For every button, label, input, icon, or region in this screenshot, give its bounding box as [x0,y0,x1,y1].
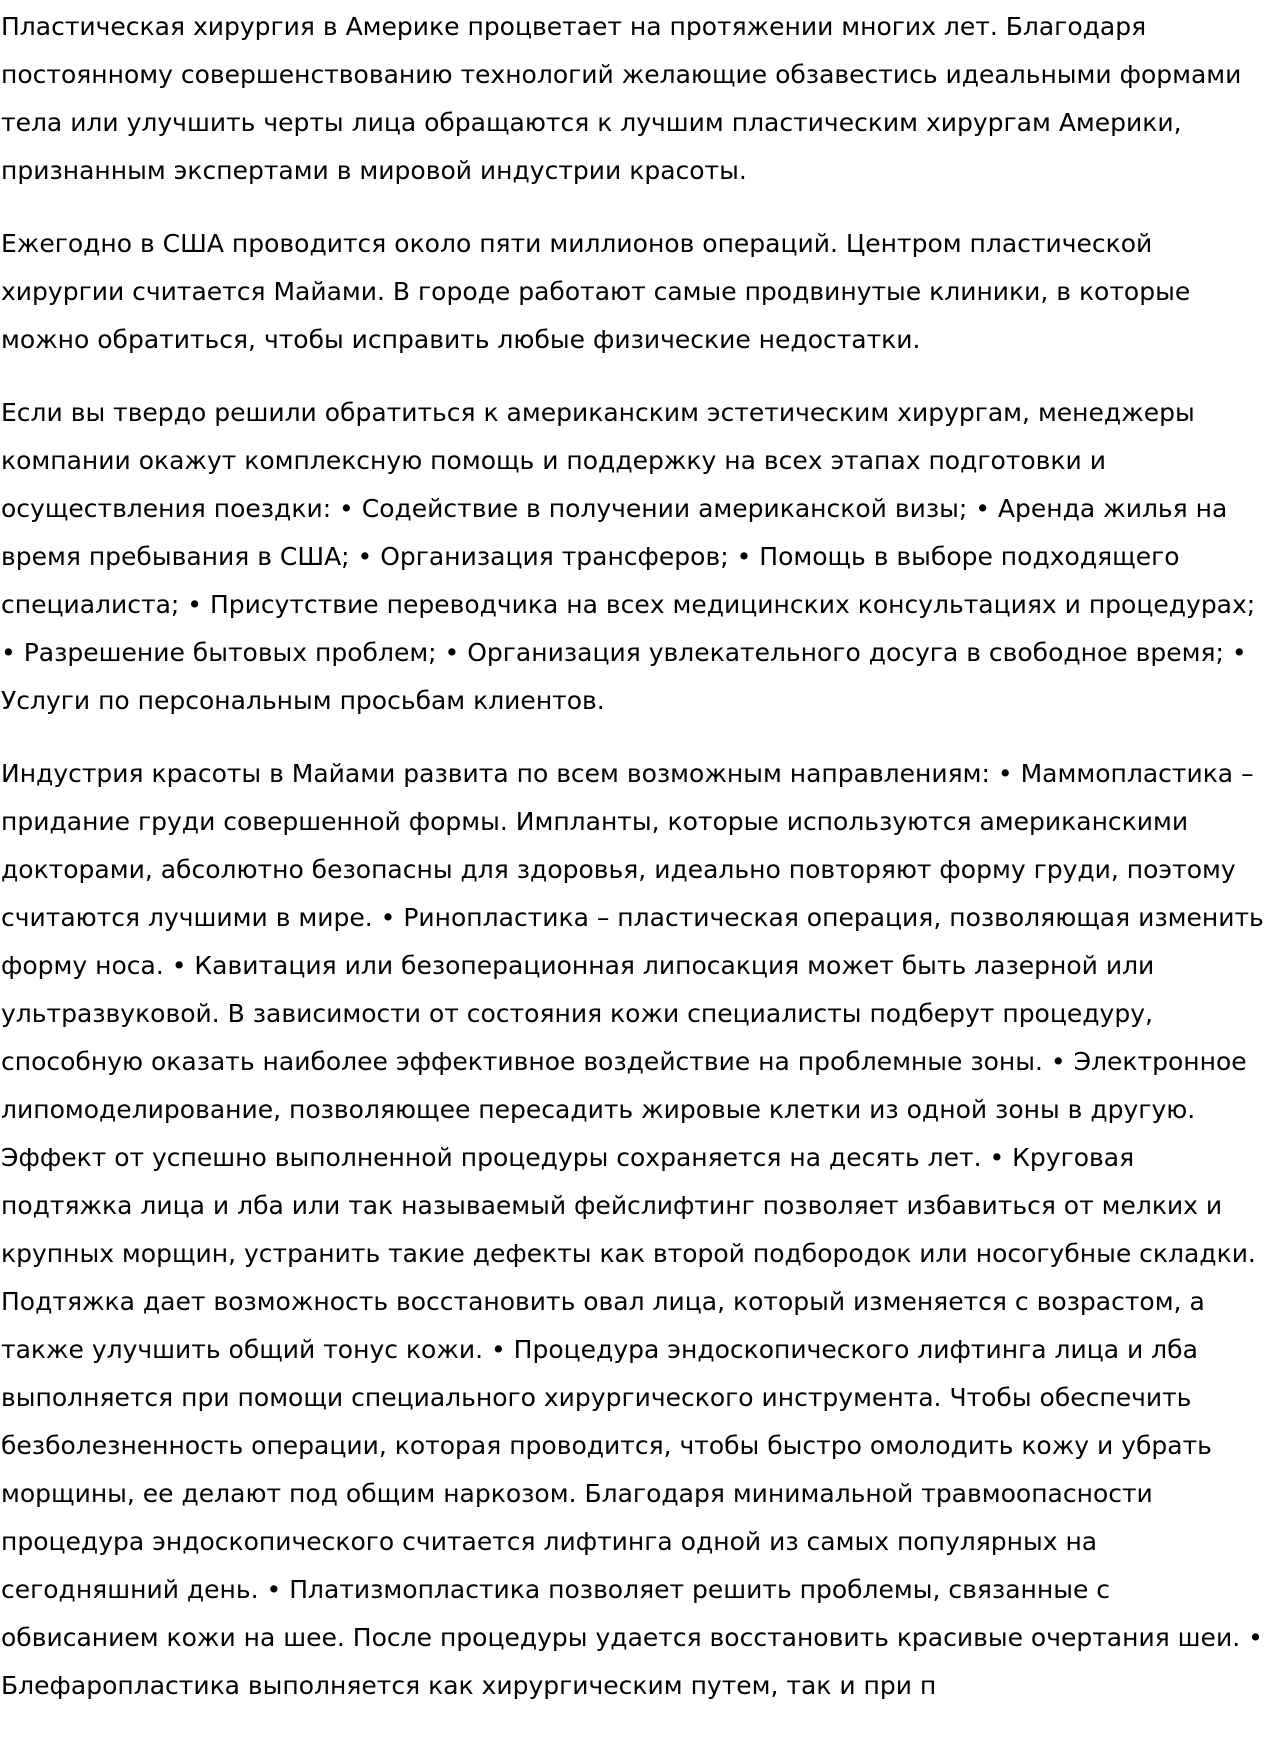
paragraph-services: Если вы твердо решили обратиться к американским эстетическим хирургам, менеджеры компании окажут комплексную помощь и поддержку на всех этапах подготовки и осуществления поездки: • Содействие в получении американской визы; • Аренда жилья на время пребывания в США; • Организация трансферов; • Помощь в выборе подходящего специалиста; • Присутствие переводчика на всех медицинских консультациях и процедурах; • Разрешение бытовых проблем; • Организация увлекательного досуга в свободное время; • Услуги по персональным просьбам клиентов. [1,398,1256,715]
paragraph-intro: Пластическая хирургия в Америке процветает на протяжении многих лет. Благодаря постоянному совершенствованию технологий желающие обзавестись идеальными формами тела или улучшить черты лица обращаются к лучшим пластическим хирургам Америки, признанным экспертами в мировой индустрии красоты. [1,12,1242,185]
article-body [1,3,1267,1735]
paragraph-procedures: Индустрия красоты в Майами развита по всем возможным направлениям: • Маммопластика – придание груди совершенной формы. Импланты, которые используются американскими докторами, абсолютно безопасны для здоровья, идеально повторяют форму груди, поэтому считаются лучшими в мире. • Ринопластика – пластическая операция, позволяющая изменить форму носа. • Кавитация или безоперационная липосакция может быть лазерной или ультразвуковой. В зависимости от состояния кожи специалисты подберут процедуру, способную оказать наиболее эффективное воздействие на проблемные зоны. • Электронное липомоделирование, позволяющее пересадить жировые клетки из одной зоны в другую. Эффект от успешно выполненной процедуры сохраняется на десять лет. • Круговая подтяжка лица и лба или так называемый фейслифтинг позволяет избавиться от мелких и крупных морщин, устранить такие дефекты как второй подбородок или носогубные складки. Подтяжка дает возможность восстановить овал лица, который изменяется с возрастом, а также улучшить общий тонус кожи. • Процедура эндоскопического лифтинга лица и лба выполняется при помощи специального хирургического инструмента. Чтобы обеспечить безболезненность операции, которая проводится, чтобы быстро омолодить кожу и убрать морщины, ее делают под общим наркозом. Благодаря минимальной травмоопасности процедура эндоскопического считается лифтинга одной из самых популярных на сегодняшний день. • Платизмопластика позволяет решить проблемы, связанные с обвисанием кожи на шее. После процедуры удается восстановить красивые очертания шеи. • Блефаропластика выполняется как хирургическим путем, так и при п [1,759,1264,1700]
paragraph-statistics: Ежегодно в США проводится около пяти миллионов операций. Центром пластической хирургии считается Майами. В городе работают самые продвинутые клиники, в которые можно обратиться, чтобы исправить любые физические недостатки. [1,229,1191,354]
